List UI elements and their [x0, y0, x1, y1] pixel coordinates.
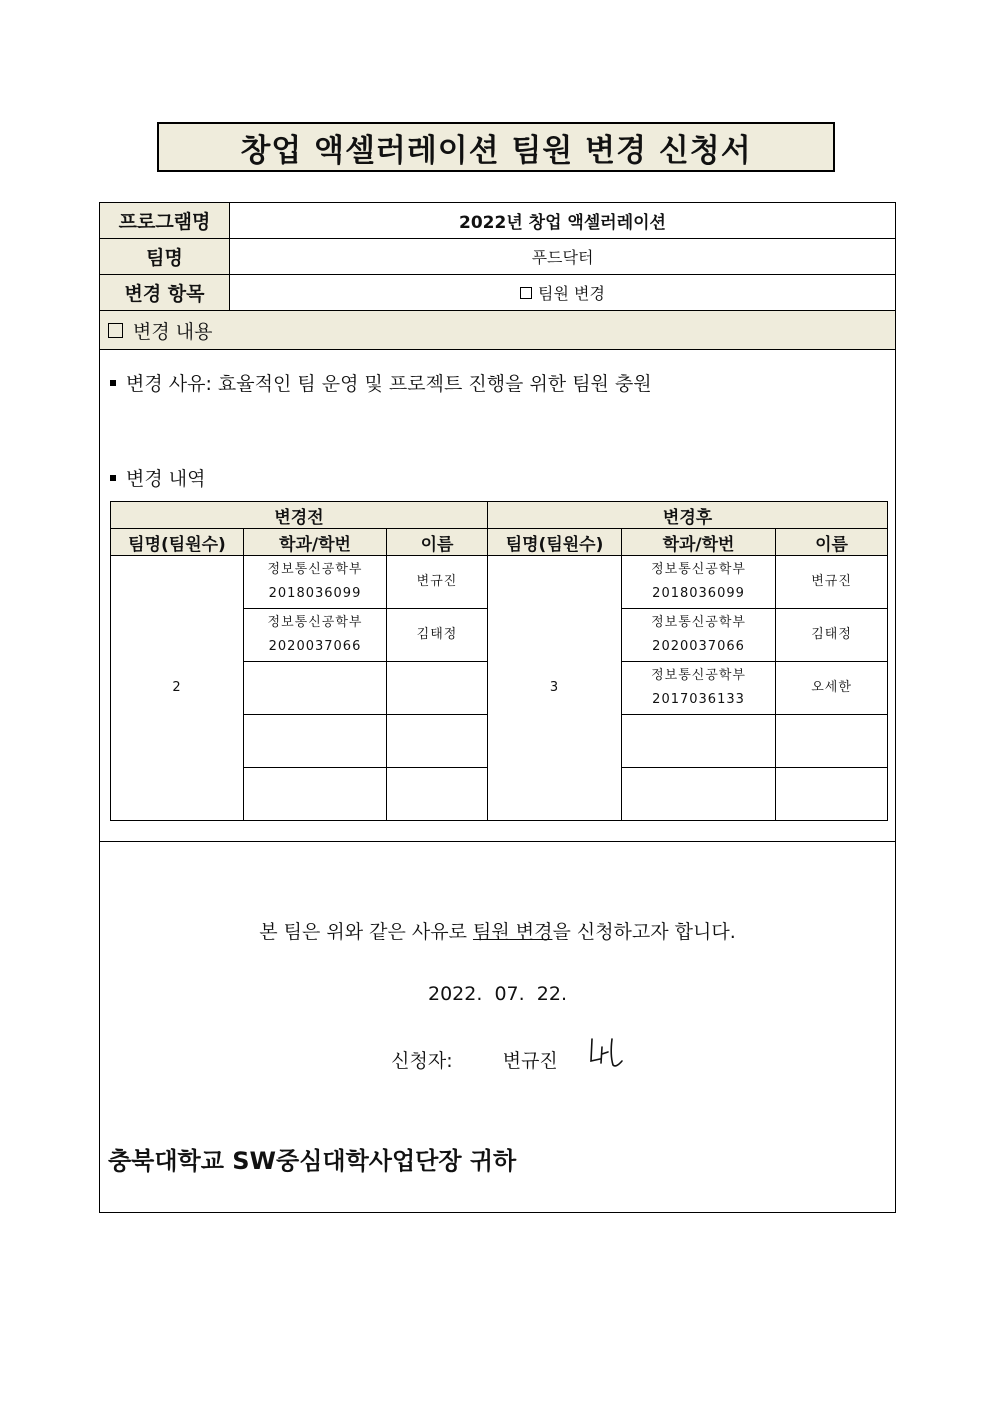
document-title: 창업 액셀러레이션 팀원 변경 신청서: [157, 122, 835, 172]
col-header: 학과/학번: [244, 529, 387, 556]
after-dept-id: 정보통신공학부 2020037066: [622, 609, 776, 662]
col-header: 팀명(팀원수): [488, 529, 622, 556]
details-label: 변경 내역: [126, 468, 206, 490]
after-header: 변경후: [488, 502, 888, 529]
after-team-count: 3: [488, 556, 622, 821]
before-dept-id: 정보통신공학부 2020037066: [244, 609, 387, 662]
statement-date: 2022. 07. 22.: [428, 983, 567, 1005]
before-header: 변경전: [111, 502, 488, 529]
team-row: [100, 239, 895, 275]
program-value: 2022년 창업 액셀러레이션: [459, 213, 666, 233]
before-name: 김태정: [387, 609, 488, 662]
before-dept-id: 정보통신공학부 2018036099: [244, 556, 387, 609]
signature-icon: [586, 1035, 626, 1071]
before-name: 변규진: [387, 556, 488, 609]
program-label: 프로그램명: [100, 203, 230, 238]
team-value: 푸드닥터: [531, 248, 594, 267]
applicant-label: 신청자:: [391, 1050, 453, 1072]
statement-suffix: 을 신청하고자 합니다.: [552, 921, 736, 943]
section-header: [100, 311, 895, 350]
after-dept-id: 정보통신공학부 2017036133: [622, 662, 776, 715]
section-title: 변경 내용: [133, 320, 213, 343]
before-dept-id: [244, 662, 387, 715]
before-name: [387, 715, 488, 768]
group-header-row: [111, 502, 888, 529]
application-form: [99, 202, 896, 1213]
applicant-line: [100, 1046, 895, 1073]
recipient-line: 충북대학교 SW중심대학사업단장 귀하: [108, 1147, 517, 1175]
after-name: [776, 768, 888, 821]
after-dept-id: [622, 768, 776, 821]
after-name: 김태정: [776, 609, 888, 662]
statement-prefix: 본 팀은 위와 같은 사유로: [259, 921, 473, 943]
statement-line: [100, 917, 895, 944]
applicant-name: 변규진: [502, 1050, 558, 1072]
col-header: 팀명(팀원수): [111, 529, 244, 556]
item-label: 변경 항목: [100, 275, 230, 310]
col-header: 이름: [387, 529, 488, 556]
after-name: [776, 715, 888, 768]
program-row: [100, 203, 895, 239]
item-value: 팀원 변경: [538, 284, 605, 303]
bullet-icon: [110, 475, 116, 481]
item-row: [100, 275, 895, 311]
col-header: 이름: [776, 529, 888, 556]
before-dept-id: [244, 768, 387, 821]
changes-table: [110, 501, 888, 821]
before-name: [387, 768, 488, 821]
reason-text: 변경 사유: 효율적인 팀 운영 및 프로젝트 진행을 위한 팀원 충원: [126, 373, 652, 395]
column-header-row: [111, 529, 888, 556]
after-dept-id: 정보통신공학부 2018036099: [622, 556, 776, 609]
before-team-count: 2: [111, 556, 244, 821]
details-line: [110, 464, 205, 491]
bullet-icon: [110, 380, 116, 386]
item-checkbox[interactable]: [520, 287, 532, 299]
before-name: [387, 662, 488, 715]
after-name: 오세한: [776, 662, 888, 715]
team-label: 팀명: [100, 239, 230, 274]
section-divider: [100, 841, 895, 842]
col-header: 학과/학번: [622, 529, 776, 556]
reason-line: [110, 369, 652, 396]
section-checkbox[interactable]: [108, 323, 123, 338]
after-name: 변규진: [776, 556, 888, 609]
statement-underlined: 팀원 변경: [472, 921, 553, 943]
before-dept-id: [244, 715, 387, 768]
table-row: [111, 556, 888, 609]
item-value-wrap: [230, 275, 895, 310]
after-dept-id: [622, 715, 776, 768]
